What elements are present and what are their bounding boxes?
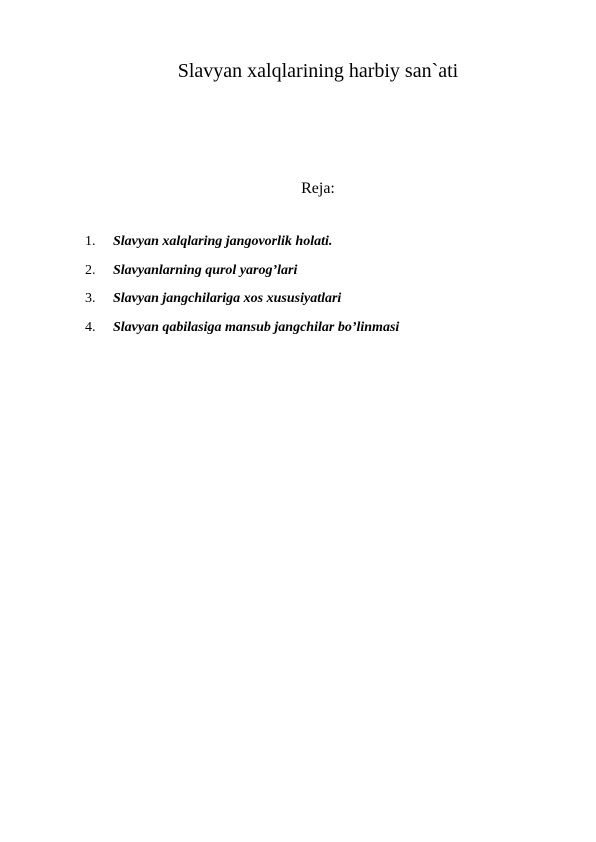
plan-item-text: Slavyan jangchilariga xos xususiyatlari [113,291,342,306]
plan-heading: Reja: [301,180,335,197]
plan-item-number: 4. [85,319,96,335]
plan-list [85,233,565,347]
document-title: Slavyan xalqlarining harbiy san`ati [177,60,459,82]
plan-item [85,319,565,348]
plan-item-text: Slavyan xalqlaring jangovorlik holati. [113,234,333,249]
plan-item [85,233,565,262]
plan-item-text: Slavyanlarning qurol yarog’lari [113,262,298,278]
plan-item [85,290,565,319]
plan-item-text: Slavyan qabilasiga mansub jangchilar bo’linmasi [113,319,400,335]
plan-item-number: 2. [85,262,96,278]
plan-item [85,262,565,291]
plan-item-number: 1. [85,234,96,249]
plan-item-number: 3. [85,291,96,306]
